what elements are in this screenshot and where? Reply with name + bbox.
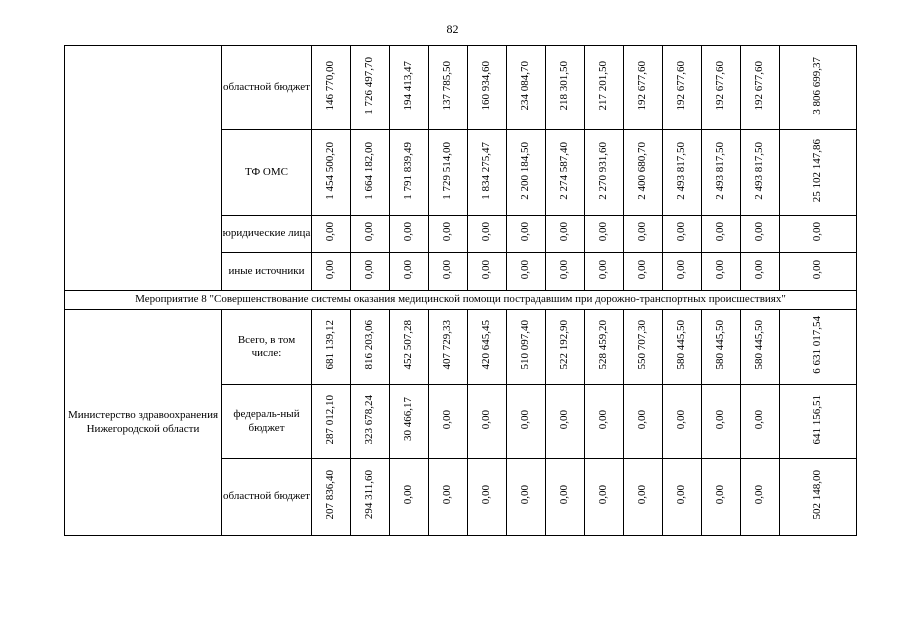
year-value-cell-text: 146 770,00 [324, 60, 337, 111]
total-value-cell [780, 385, 857, 459]
year-value-cell [507, 253, 546, 291]
total-value-cell-text: 0,00 [811, 222, 824, 242]
year-value-cell [741, 385, 780, 459]
organization-cell-top [65, 46, 222, 291]
year-value-cell-text: 452 507,28 [402, 320, 415, 370]
year-value-cell-text: 0,00 [675, 222, 688, 242]
year-value-cell-text: 0,00 [558, 409, 571, 430]
year-value-cell [663, 46, 702, 130]
year-value-cell [507, 310, 546, 385]
year-value-cell-text: 0,00 [597, 222, 610, 242]
year-value-cell [507, 385, 546, 459]
year-value-cell-text: 0,00 [597, 409, 610, 430]
total-value-cell-text: 641 156,51 [811, 394, 824, 445]
year-value-cell-text: 0,00 [675, 409, 688, 430]
year-value-cell [312, 253, 351, 291]
year-value-cell [624, 459, 663, 536]
year-value-cell-text: 1 791 839,49 [402, 141, 415, 200]
year-value-cell [546, 130, 585, 216]
year-value-cell-text: 0,00 [597, 259, 610, 280]
year-value-cell-text: 0,00 [480, 222, 493, 242]
year-value-cell [585, 459, 624, 536]
year-value-cell-text: 580 445,50 [714, 320, 727, 370]
total-value-cell-text: 6 631 017,54 [811, 316, 824, 374]
year-value-cell [741, 46, 780, 130]
year-value-cell [390, 459, 429, 536]
year-value-cell [390, 310, 429, 385]
funding-source-label: областной бюджет [222, 46, 312, 130]
year-value-cell [468, 459, 507, 536]
year-value-cell-text: 510 097,40 [519, 320, 532, 370]
year-value-cell [507, 46, 546, 130]
year-value-cell-text: 0,00 [714, 485, 727, 505]
year-value-cell [663, 216, 702, 253]
year-value-cell [585, 310, 624, 385]
year-value-cell-text: 0,00 [636, 485, 649, 505]
year-value-cell-text: 192 677,60 [753, 60, 766, 111]
year-value-cell-text: 287 012,10 [324, 394, 337, 445]
funding-source-label: Всего, в том числе: [222, 310, 312, 385]
year-value-cell-text: 2 493 817,50 [714, 141, 727, 200]
year-value-cell [468, 253, 507, 291]
year-value-cell-text: 2 270 931,60 [597, 141, 610, 200]
year-value-cell [312, 310, 351, 385]
year-value-cell-text: 0,00 [753, 485, 766, 505]
year-value-cell-text: 217 201,50 [597, 60, 610, 111]
year-value-cell-text: 0,00 [519, 485, 532, 505]
year-value-cell [585, 130, 624, 216]
measure-title: Мероприятие 8 "Совершенствование системы оказания медицинской помощи пострадавшим при дорожно-транспортных происшествиях" [65, 291, 857, 310]
year-value-cell-text: 0,00 [363, 222, 376, 242]
total-value-cell [780, 130, 857, 216]
year-value-cell [351, 130, 390, 216]
year-value-cell [546, 253, 585, 291]
year-value-cell [546, 459, 585, 536]
year-value-cell-text: 0,00 [636, 259, 649, 280]
year-value-cell [741, 130, 780, 216]
table-row [65, 46, 857, 130]
year-value-cell [351, 253, 390, 291]
year-value-cell [702, 130, 741, 216]
year-value-cell-text: 1 729 514,00 [441, 141, 454, 200]
year-value-cell [702, 385, 741, 459]
year-value-cell-text: 0,00 [558, 222, 571, 242]
year-value-cell-text: 420 645,45 [480, 320, 493, 370]
year-value-cell-text: 681 139,12 [324, 320, 337, 370]
year-value-cell [624, 310, 663, 385]
total-value-cell [780, 253, 857, 291]
year-value-cell [429, 385, 468, 459]
year-value-cell [702, 216, 741, 253]
year-value-cell-text: 528 459,20 [597, 320, 610, 370]
year-value-cell [546, 310, 585, 385]
year-value-cell [468, 46, 507, 130]
funding-source-label: федераль-ный бюджет [222, 385, 312, 459]
year-value-cell [585, 253, 624, 291]
year-value-cell-text: 0,00 [402, 259, 415, 280]
year-value-cell-text: 0,00 [480, 259, 493, 280]
year-value-cell-text: 2 274 587,40 [558, 141, 571, 200]
year-value-cell [312, 459, 351, 536]
year-value-cell [390, 130, 429, 216]
year-value-cell [390, 46, 429, 130]
year-value-cell [585, 46, 624, 130]
year-value-cell-text: 160 934,60 [480, 60, 493, 111]
year-value-cell [468, 310, 507, 385]
year-value-cell-text: 0,00 [519, 409, 532, 430]
year-value-cell [429, 459, 468, 536]
year-value-cell [351, 310, 390, 385]
year-value-cell-text: 0,00 [753, 222, 766, 242]
year-value-cell-text: 816 203,06 [363, 320, 376, 370]
year-value-cell-text: 0,00 [402, 222, 415, 242]
total-value-cell [780, 46, 857, 130]
year-value-cell-text: 194 413,47 [402, 60, 415, 111]
year-value-cell [741, 310, 780, 385]
year-value-cell-text: 0,00 [324, 259, 337, 280]
year-value-cell [312, 46, 351, 130]
year-value-cell-text: 0,00 [558, 259, 571, 280]
year-value-cell-text: 0,00 [441, 259, 454, 280]
budget-table [64, 45, 857, 536]
year-value-cell-text: 218 301,50 [558, 60, 571, 111]
year-value-cell [546, 46, 585, 130]
year-value-cell-text: 0,00 [597, 485, 610, 505]
total-value-cell-text: 3 806 699,37 [811, 56, 824, 115]
year-value-cell-text: 550 707,30 [636, 320, 649, 370]
year-value-cell-text: 192 677,60 [675, 60, 688, 111]
year-value-cell-text: 0,00 [441, 485, 454, 505]
year-value-cell [624, 46, 663, 130]
year-value-cell [702, 253, 741, 291]
year-value-cell-text: 192 677,60 [714, 60, 727, 111]
year-value-cell-text: 580 445,50 [753, 320, 766, 370]
year-value-cell-text: 2 493 817,50 [675, 141, 688, 200]
year-value-cell [390, 216, 429, 253]
year-value-cell-text: 207 836,40 [324, 470, 337, 520]
total-value-cell [780, 459, 857, 536]
year-value-cell-text: 0,00 [675, 259, 688, 280]
year-value-cell-text: 0,00 [636, 222, 649, 242]
year-value-cell-text: 1 834 275,47 [480, 141, 493, 200]
year-value-cell [546, 385, 585, 459]
measure-title-row [65, 291, 857, 310]
year-value-cell [624, 130, 663, 216]
funding-source-label: иные источники [222, 253, 312, 291]
year-value-cell-text: 0,00 [675, 485, 688, 505]
table-row [65, 310, 857, 385]
year-value-cell [351, 385, 390, 459]
year-value-cell [585, 385, 624, 459]
year-value-cell-text: 0,00 [324, 222, 337, 242]
total-value-cell-text: 25 102 147,86 [811, 138, 824, 203]
year-value-cell [429, 46, 468, 130]
year-value-cell-text: 0,00 [441, 222, 454, 242]
year-value-cell [468, 130, 507, 216]
year-value-cell-text: 137 785,50 [441, 60, 454, 111]
year-value-cell [312, 130, 351, 216]
year-value-cell [624, 385, 663, 459]
total-value-cell [780, 216, 857, 253]
year-value-cell-text: 234 084,70 [519, 60, 532, 111]
year-value-cell [507, 216, 546, 253]
year-value-cell-text: 0,00 [714, 222, 727, 242]
funding-source-label: ТФ ОМС [222, 130, 312, 216]
year-value-cell-text: 0,00 [480, 409, 493, 430]
year-value-cell [702, 310, 741, 385]
year-value-cell [741, 459, 780, 536]
year-value-cell [741, 253, 780, 291]
year-value-cell [312, 216, 351, 253]
year-value-cell [624, 216, 663, 253]
year-value-cell [351, 46, 390, 130]
year-value-cell-text: 0,00 [363, 259, 376, 280]
year-value-cell-text: 30 466,17 [402, 397, 415, 442]
year-value-cell [312, 385, 351, 459]
year-value-cell [663, 310, 702, 385]
year-value-cell-text: 0,00 [519, 259, 532, 280]
year-value-cell [468, 385, 507, 459]
year-value-cell-text: 2 493 817,50 [753, 141, 766, 200]
year-value-cell-text: 0,00 [480, 485, 493, 505]
year-value-cell [390, 253, 429, 291]
year-value-cell [351, 459, 390, 536]
year-value-cell [663, 253, 702, 291]
year-value-cell [702, 459, 741, 536]
year-value-cell [429, 310, 468, 385]
year-value-cell-text: 1 454 500,20 [324, 141, 337, 200]
year-value-cell [546, 216, 585, 253]
year-value-cell [741, 216, 780, 253]
year-value-cell-text: 0,00 [636, 409, 649, 430]
year-value-cell-text: 294 311,60 [363, 470, 376, 520]
year-value-cell-text: 192 677,60 [636, 60, 649, 111]
year-value-cell [507, 130, 546, 216]
year-value-cell [429, 130, 468, 216]
year-value-cell [429, 216, 468, 253]
year-value-cell-text: 1 664 182,00 [363, 141, 376, 200]
year-value-cell-text: 0,00 [714, 409, 727, 430]
year-value-cell-text: 0,00 [558, 485, 571, 505]
year-value-cell-text: 522 192,90 [558, 320, 571, 370]
year-value-cell-text: 2 400 680,70 [636, 141, 649, 200]
year-value-cell [663, 459, 702, 536]
year-value-cell-text: 0,00 [753, 259, 766, 280]
year-value-cell-text: 2 200 184,50 [519, 141, 532, 200]
year-value-cell [507, 459, 546, 536]
total-value-cell [780, 310, 857, 385]
year-value-cell [468, 216, 507, 253]
year-value-cell [585, 216, 624, 253]
year-value-cell-text: 0,00 [714, 259, 727, 280]
total-value-cell-text: 502 148,00 [811, 470, 824, 520]
year-value-cell-text: 0,00 [441, 409, 454, 430]
organization-cell: Министерство здравоохранения Нижегородской области [65, 310, 222, 536]
year-value-cell [663, 385, 702, 459]
year-value-cell-text: 407 729,33 [441, 320, 454, 370]
funding-source-label: областной бюджет [222, 459, 312, 536]
year-value-cell [429, 253, 468, 291]
funding-source-label: юридические лица [222, 216, 312, 253]
year-value-cell [351, 216, 390, 253]
year-value-cell [663, 130, 702, 216]
year-value-cell [702, 46, 741, 130]
page-number: 82 [446, 22, 459, 36]
year-value-cell [390, 385, 429, 459]
year-value-cell-text: 0,00 [519, 222, 532, 242]
year-value-cell-text: 580 445,50 [675, 320, 688, 370]
year-value-cell-text: 0,00 [753, 409, 766, 430]
total-value-cell-text: 0,00 [811, 259, 824, 280]
year-value-cell-text: 1 726 497,70 [363, 56, 376, 115]
year-value-cell [624, 253, 663, 291]
year-value-cell-text: 0,00 [402, 485, 415, 505]
year-value-cell-text: 323 678,24 [363, 394, 376, 445]
